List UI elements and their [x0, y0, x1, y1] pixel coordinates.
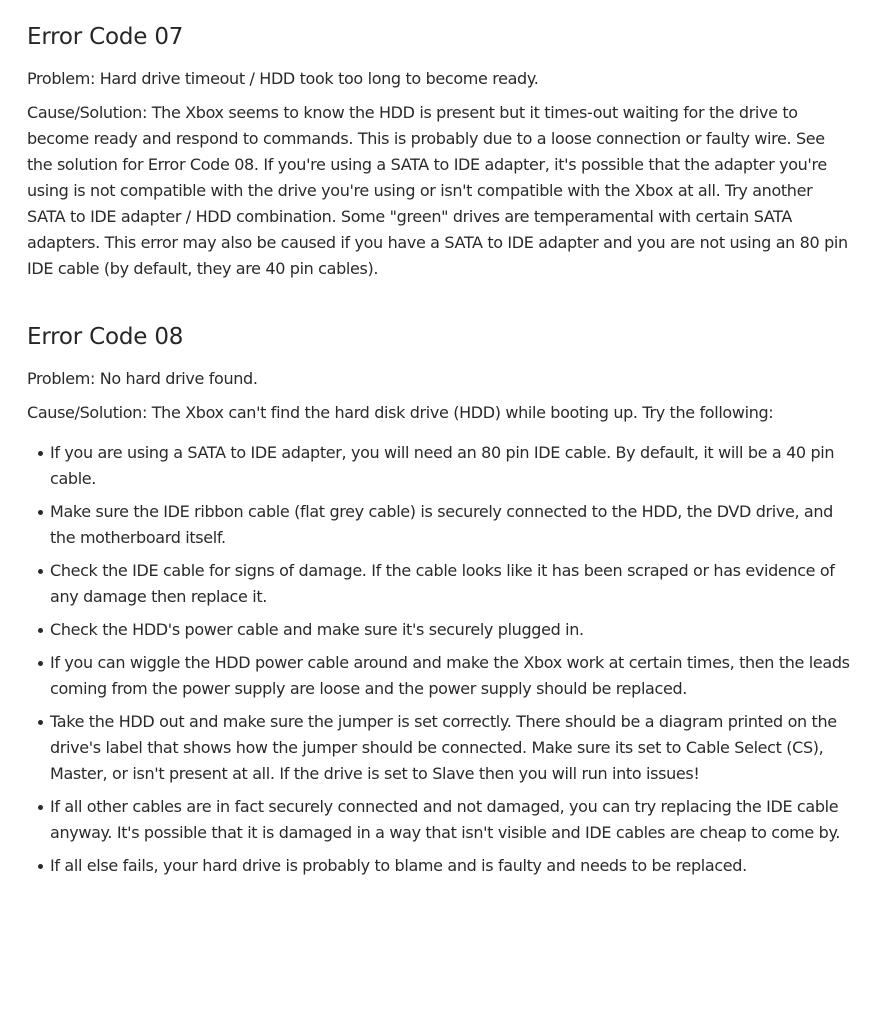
list-item: [27, 617, 853, 643]
list-item-text: If all else fails, your hard drive is probably to blame and is faulty and needs to be replaced.: [50, 856, 747, 875]
problem-text: Problem: No hard drive found.: [27, 369, 258, 388]
list-item: [27, 650, 853, 702]
list-item: [27, 794, 853, 846]
troubleshooting-list: [27, 440, 853, 879]
cause-solution-text: Cause/Solution: The Xbox seems to know the HDD is present but it times-out waiting for the drive to become ready and respond to commands. This is probably due to a loose connection or faulty wire. See the solution for Error Code 08. If you're using a SATA to IDE adapter, it's possible that the adapter you're using is not compatible with the drive you're using or isn't compatible with the Xbox at all. Try another SATA to IDE adapter / HDD combination. Some "green" drives are temperamental with certain SATA adapters. This error may also be caused if you have a SATA to IDE adapter and you are not using an 80 pin IDE cable (by default, they are 40 pin cables).: [27, 103, 848, 278]
list-item: [27, 440, 853, 492]
list-item: [27, 709, 853, 787]
error-code-07-section: [27, 22, 853, 282]
list-item-text: If you can wiggle the HDD power cable around and make the Xbox work at certain times, then the leads coming from the power supply are loose and the power supply should be replaced.: [50, 653, 850, 698]
list-item: [27, 853, 853, 879]
error-code-08-section: [27, 322, 853, 879]
list-item-text: Make sure the IDE ribbon cable (flat grey cable) is securely connected to the HDD, the DVD drive, and the motherboard itself.: [50, 502, 833, 547]
list-item-text: Check the HDD's power cable and make sure it's securely plugged in.: [50, 620, 584, 639]
list-item: [27, 499, 853, 551]
list-item-text: Take the HDD out and make sure the jumper is set correctly. There should be a diagram printed on the drive's label that shows how the jumper should be connected. Make sure its set to Cable Select (CS), Master, or isn't present at all. If the drive is set to Slave then you will run into issues!: [50, 712, 837, 783]
list-item-text: Check the IDE cable for signs of damage. If the cable looks like it has been scraped or has evidence of any damage then replace it.: [50, 561, 835, 606]
list-item-text: If you are using a SATA to IDE adapter, you will need an 80 pin IDE cable. By default, it will be a 40 pin cable.: [50, 443, 835, 488]
list-item-text: If all other cables are in fact securely connected and not damaged, you can try replacing the IDE cable anyway. It's possible that it is damaged in a way that isn't visible and IDE cables are cheap to come by.: [50, 797, 841, 842]
problem-text: Problem: Hard drive timeout / HDD took too long to become ready.: [27, 69, 539, 88]
section-heading: Error Code 07: [27, 24, 184, 50]
list-item: [27, 558, 853, 610]
section-heading: Error Code 08: [27, 324, 184, 350]
cause-solution-text: Cause/Solution: The Xbox can't find the hard disk drive (HDD) while booting up. Try the following:: [27, 403, 774, 422]
